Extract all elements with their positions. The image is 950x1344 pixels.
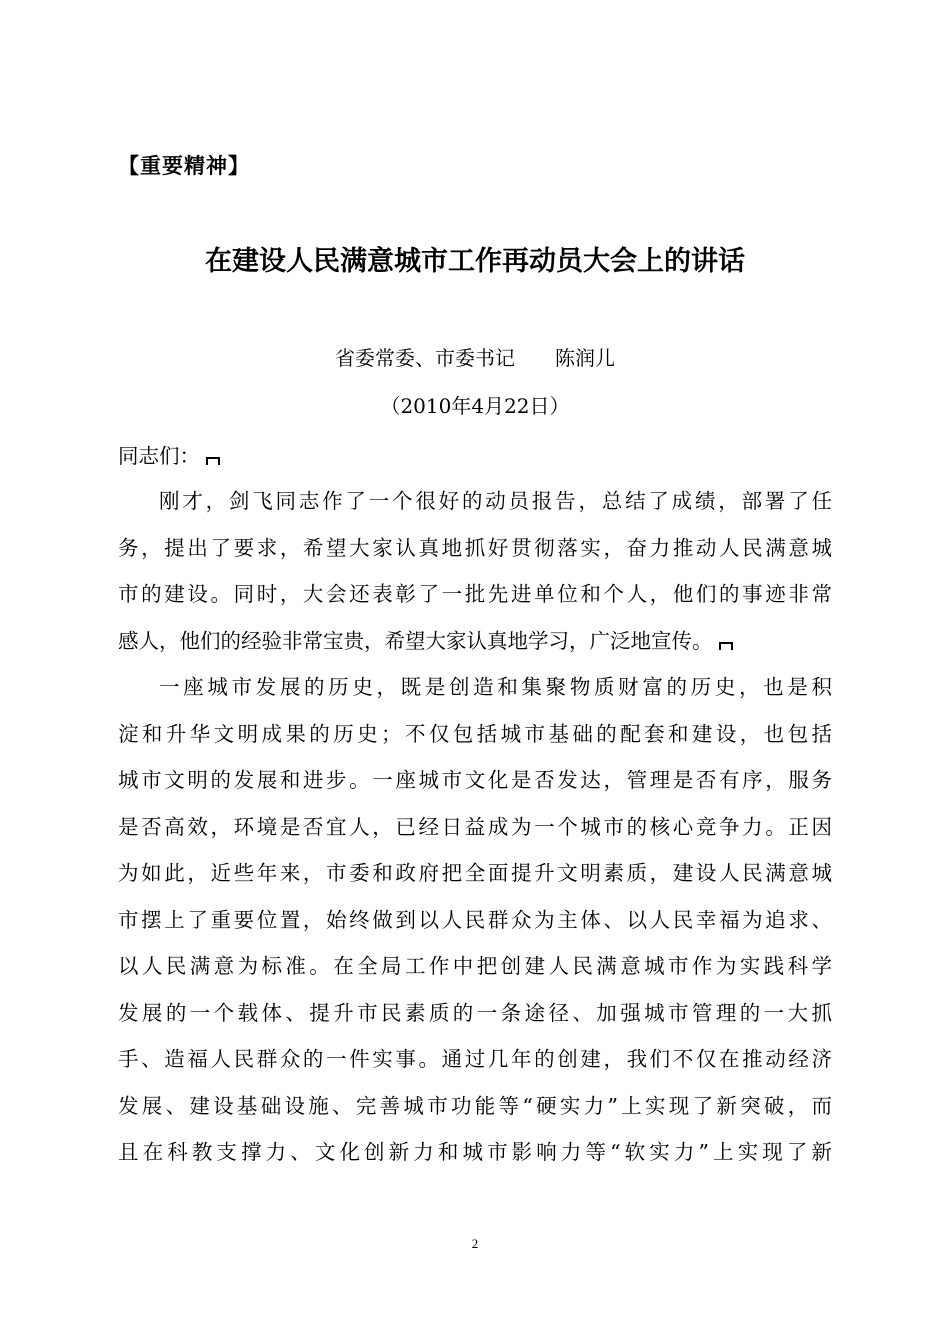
paragraph-mark-icon <box>719 642 733 650</box>
paragraph-line: 市摆上了重要位置，始终做到以人民群众为主体、以人民幸福为追求、 <box>118 907 832 932</box>
document-title: 在建设人民满意城市工作再动员大会上的讲话 <box>205 246 745 277</box>
page-number: 2 <box>471 1236 479 1251</box>
paragraph-line: 是否高效，环境是否宜人，已经日益成为一个城市的核心竞争力。正因 <box>118 814 832 839</box>
paragraph-line: 且在科教支撑力、文化创新力和城市影响力等“软实力”上实现了新 <box>118 1140 832 1164</box>
speech-body <box>118 434 832 1176</box>
salutation-line <box>118 434 832 478</box>
paragraph-1 <box>118 478 832 664</box>
paragraph-line: 刚才，剑飞同志作了一个很好的动员报告，总结了成绩，部署了任 <box>159 489 832 513</box>
author-byline <box>0 343 950 373</box>
paragraph-line: 城市文明的发展和进步。一座城市文化是否发达，管理是否有序，服务 <box>118 768 832 792</box>
paragraph-line-text: 感人，他们的经验非常宝贵，希望大家认真地学习，广泛地宣传。 <box>118 628 713 653</box>
paragraph-line: 淀和升华文明成果的历史；不仅包括城市基础的配套和建设，也包括 <box>118 721 832 746</box>
author-position: 省委常委、市委书记 <box>335 346 515 370</box>
paragraph-line: 发展的一个载体、提升市民素质的一条途径、加强城市管理的一大抓 <box>118 1000 832 1025</box>
paragraph-line: 一座城市发展的历史，既是创造和集聚物质财富的历史，也是积 <box>159 675 832 699</box>
section-label: 【重要精神】 <box>118 154 250 178</box>
paragraph-line: 发展、建设基础设施、完善城市功能等“硬实力”上实现了新突破，而 <box>118 1093 832 1118</box>
paragraph-line: 手、造福人民群众的一件实事。通过几年的创建，我们不仅在推动经济 <box>118 1047 832 1071</box>
paragraph-line: 市的建设。同时，大会还表彰了一批先进单位和个人，他们的事迹非常 <box>118 582 832 606</box>
paragraph-line: 以人民满意为标准。在全局工作中把创建人民满意城市作为实践科学 <box>118 954 832 978</box>
paragraph-mark-icon <box>206 457 220 465</box>
paragraph-line: 为如此，近些年来，市委和政府把全面提升文明素质，建设人民满意城 <box>118 861 832 885</box>
author-name: 陈润儿 <box>555 346 615 370</box>
speech-date: （2010年4月22日） <box>380 394 570 418</box>
paragraph-line <box>118 618 832 665</box>
paragraph-line: 务，提出了要求，希望大家认真地抓好贯彻落实，奋力推动人民满意城 <box>118 535 832 560</box>
paragraph-2 <box>118 664 832 1176</box>
salutation: 同志们： <box>118 444 200 468</box>
